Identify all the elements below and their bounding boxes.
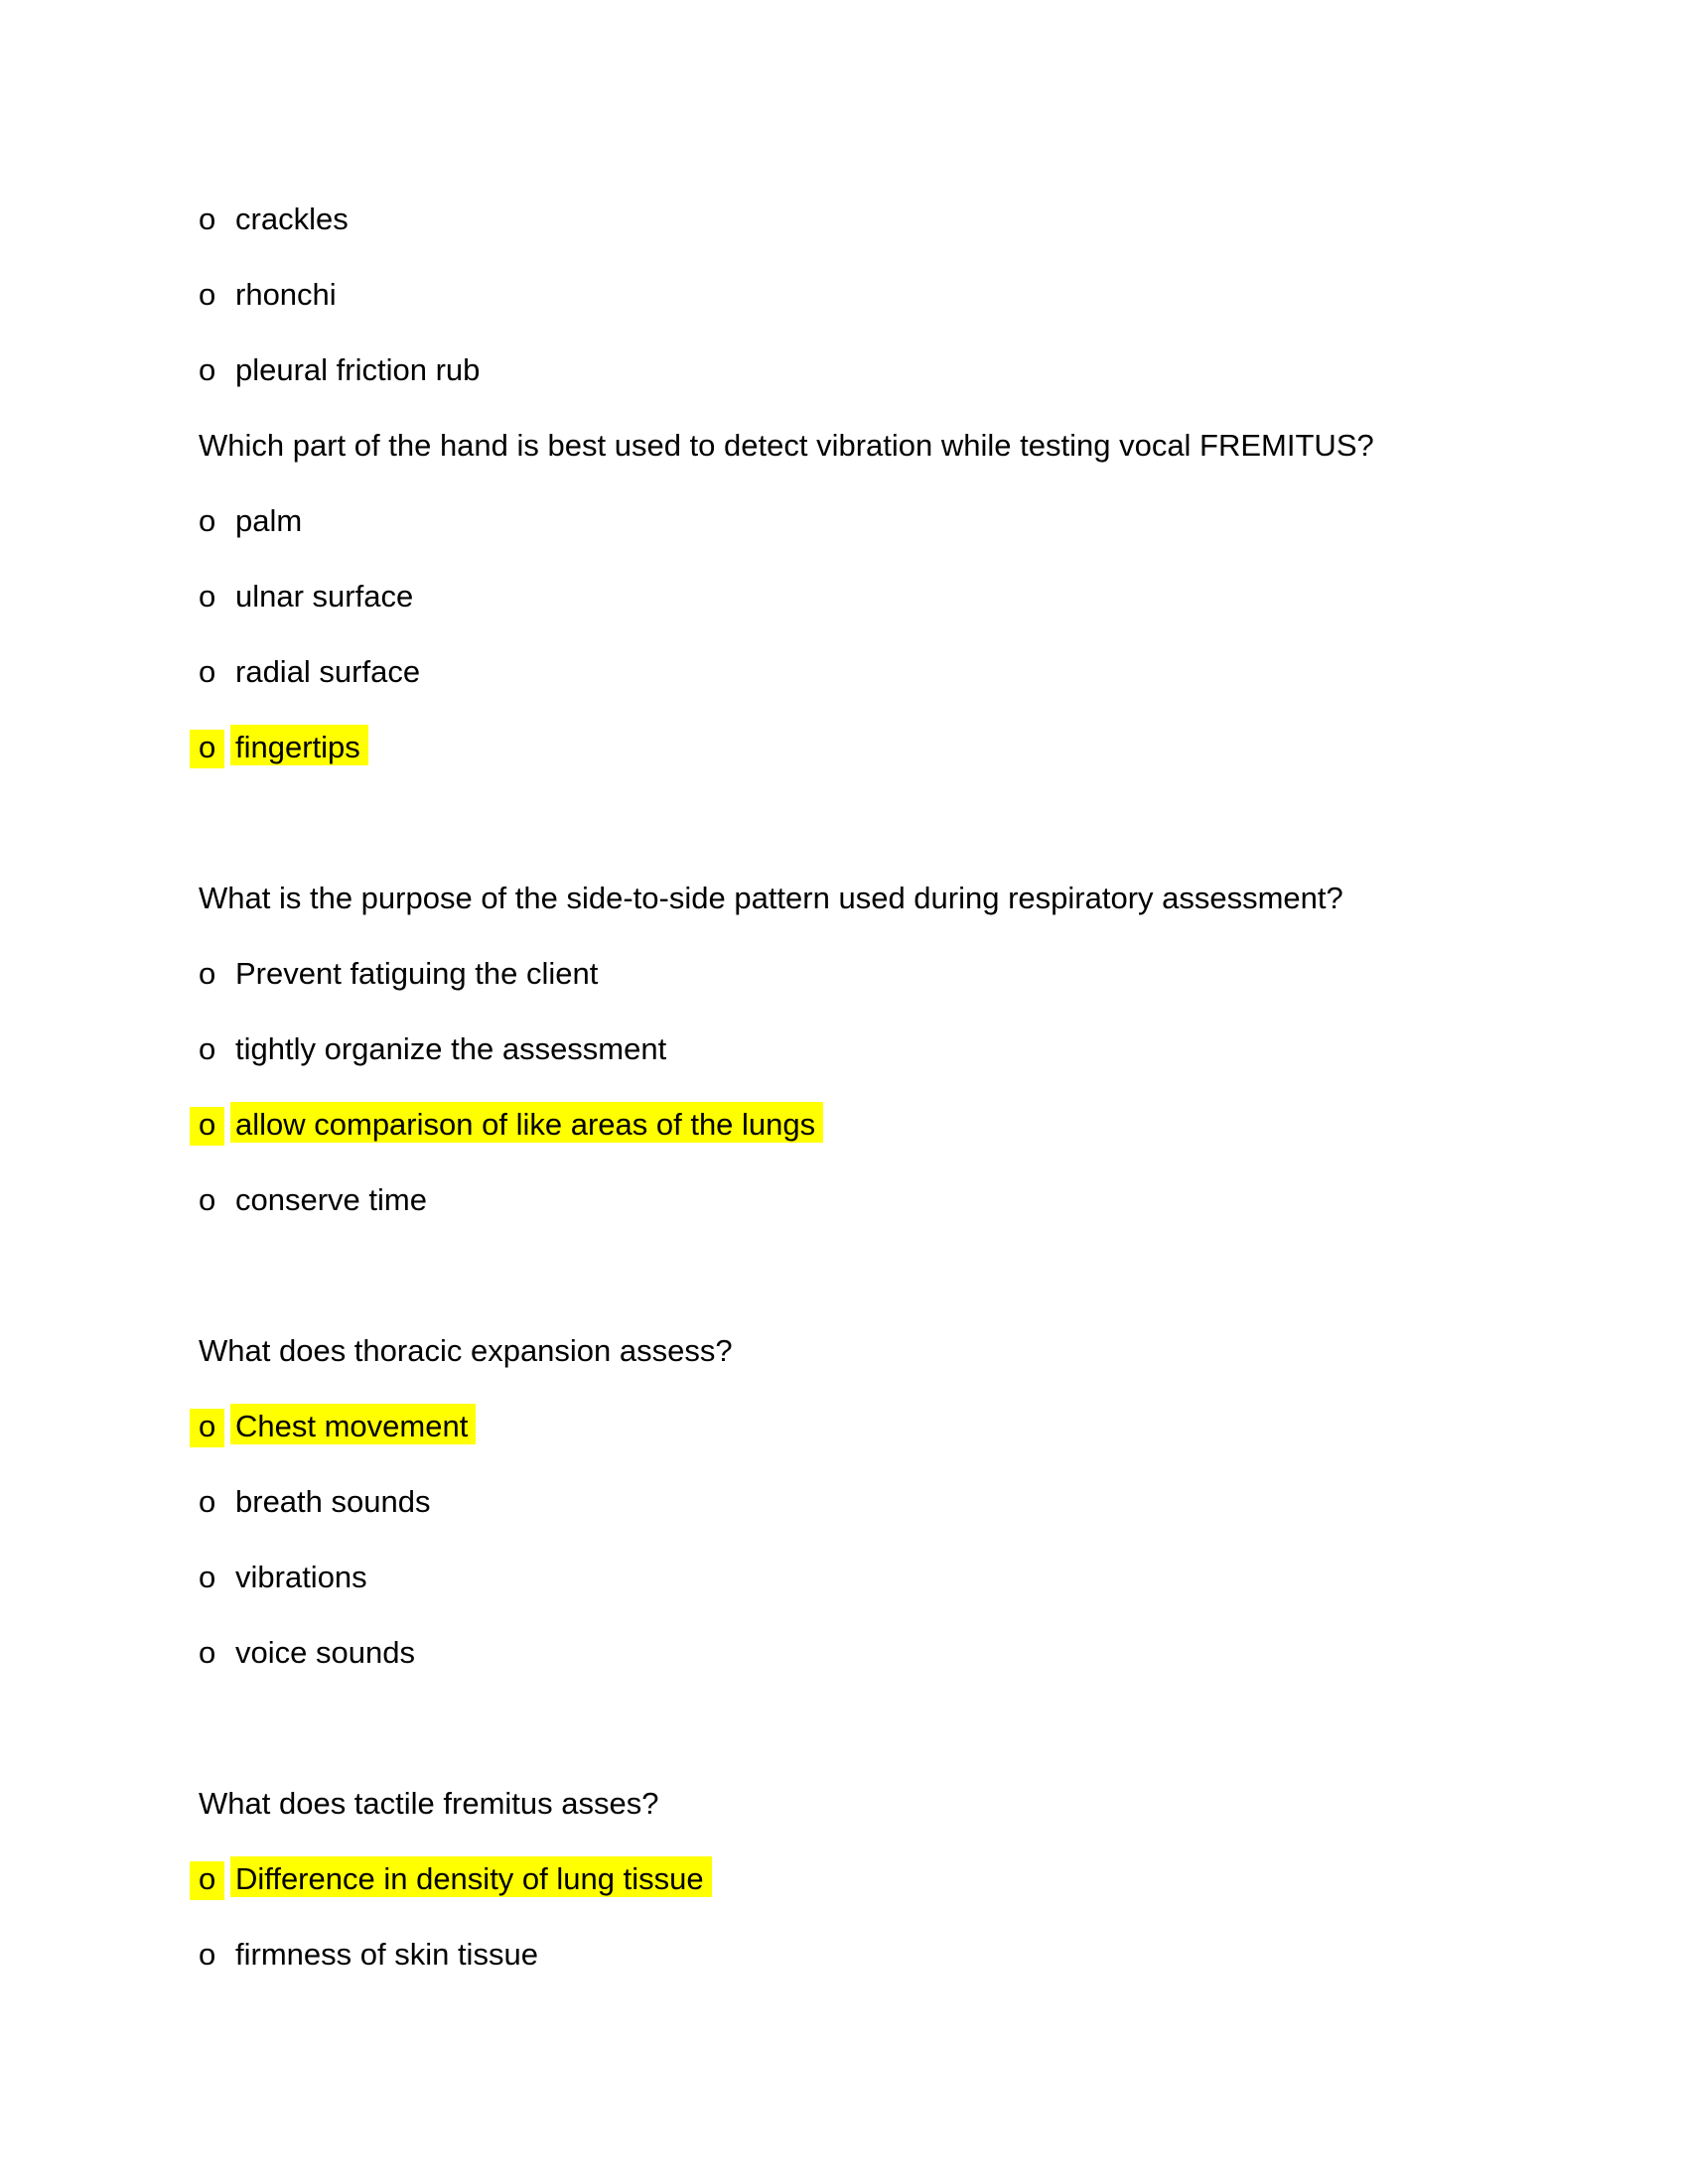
answer-option <box>199 1615 1489 1691</box>
answer-option <box>199 1162 1489 1238</box>
bullet-glyph: o <box>199 352 216 387</box>
answer-option-text: vibrations <box>235 1560 367 1594</box>
answer-option <box>199 483 1489 559</box>
bullet-glyph: o <box>199 1560 216 1594</box>
answer-option-text: palm <box>235 503 303 538</box>
highlighted-answer-text: Difference in density of lung tissue <box>230 1856 712 1897</box>
highlighted-answer-text: fingertips <box>230 725 368 765</box>
answer-option <box>199 1389 1489 1464</box>
bullet-glyph: o <box>199 1182 216 1217</box>
question-text: Which part of the hand is best used to detect vibration while testing vocal FREMITUS? <box>199 428 1374 463</box>
answer-option-text: radial surface <box>235 654 421 689</box>
highlighted-answer-text: allow comparison of like areas of the lungs <box>230 1102 823 1143</box>
answer-option-text: conserve time <box>235 1182 427 1217</box>
answer-option-text: breath sounds <box>235 1484 431 1519</box>
answer-option <box>199 1087 1489 1162</box>
question-line <box>199 408 1489 483</box>
answer-option-text: Prevent fatiguing the client <box>235 956 599 991</box>
answer-option <box>199 634 1489 710</box>
blank-line <box>199 785 1489 861</box>
question-line <box>199 1313 1489 1389</box>
answer-option <box>199 182 1489 257</box>
bullet-glyph: o <box>190 730 224 764</box>
bullet-glyph: o <box>199 956 216 991</box>
answer-option-text: voice sounds <box>235 1635 415 1670</box>
bullet-glyph: o <box>199 277 216 312</box>
bullet-glyph: o <box>199 503 216 538</box>
answer-option <box>199 559 1489 634</box>
question-line <box>199 861 1489 936</box>
answer-option-text: pleural friction rub <box>235 352 481 387</box>
bullet-glyph: o <box>199 579 216 614</box>
answer-option <box>199 333 1489 408</box>
question-line <box>199 1766 1489 1842</box>
answer-option <box>199 1540 1489 1615</box>
question-text: What does tactile fremitus asses? <box>199 1786 659 1821</box>
answer-option <box>199 936 1489 1012</box>
blank-line <box>199 1238 1489 1313</box>
answer-option-text: crackles <box>235 202 349 236</box>
bullet-glyph: o <box>190 1107 224 1142</box>
answer-option-text: firmness of skin tissue <box>235 1937 538 1972</box>
answer-option-text: tightly organize the assessment <box>235 1031 667 1066</box>
answer-option-text: rhonchi <box>235 277 337 312</box>
question-text: What does thoracic expansion assess? <box>199 1333 733 1368</box>
bullet-glyph: o <box>199 202 216 236</box>
answer-option <box>199 1842 1489 1917</box>
bullet-glyph: o <box>199 1635 216 1670</box>
bullet-glyph: o <box>190 1861 224 1896</box>
answer-option <box>199 710 1489 785</box>
bullet-glyph: o <box>199 1031 216 1066</box>
answer-option <box>199 1917 1489 1992</box>
answer-option <box>199 1012 1489 1087</box>
highlighted-answer-text: Chest movement <box>230 1404 476 1444</box>
answer-option-text: ulnar surface <box>235 579 414 614</box>
blank-line <box>199 1691 1489 1766</box>
answer-option <box>199 257 1489 333</box>
bullet-glyph: o <box>190 1409 224 1443</box>
bullet-glyph: o <box>199 1937 216 1972</box>
bullet-glyph: o <box>199 1484 216 1519</box>
bullet-glyph: o <box>199 654 216 689</box>
answer-option <box>199 1464 1489 1540</box>
question-text: What is the purpose of the side-to-side pattern used during respiratory assessment? <box>199 881 1343 915</box>
